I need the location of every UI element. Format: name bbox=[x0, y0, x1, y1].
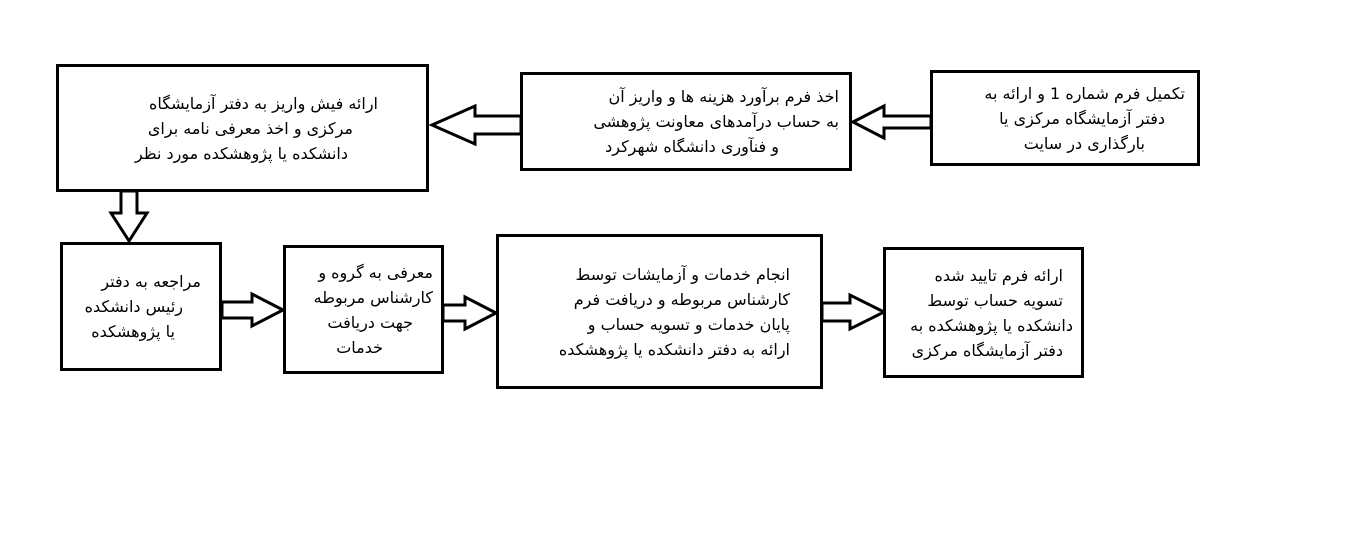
arrow-step6-to-step7 bbox=[822, 295, 884, 329]
step5-line-4: خدمات bbox=[336, 337, 383, 357]
step4-line-1: مراجعه به دفتر bbox=[101, 272, 201, 291]
step5-line-3: جهت دریافت bbox=[327, 312, 413, 332]
step2-line-3: و فنآوری دانشگاه شهرکرد bbox=[605, 137, 779, 156]
step6-line-4: ارائه به دفتر دانشکده یا پژوهشکده bbox=[558, 339, 790, 359]
step5-line-1: معرفی به گروه و bbox=[318, 262, 433, 282]
step3-line-2: مرکزی و اخذ معرفی نامه برای bbox=[147, 118, 353, 138]
step2-line-2: به حساب درآمدهای معاونت پژوهشی bbox=[593, 112, 839, 131]
step3-box bbox=[56, 64, 429, 192]
step4-box bbox=[60, 242, 222, 371]
step6-line-1: انجام خدمات و آزمایشات توسط bbox=[575, 264, 790, 284]
arrow-step2-to-step3 bbox=[432, 106, 521, 144]
step1-box bbox=[930, 70, 1200, 166]
step7-line-2: تسویه حساب توسط bbox=[927, 290, 1063, 310]
arrow-step1-to-step2 bbox=[853, 106, 931, 138]
step2-line-1: اخذ فرم برآورد هزینه ها و واریز آن bbox=[608, 87, 839, 106]
arrow-step5-to-step6 bbox=[443, 297, 496, 329]
step6-line-2: کارشناس مربوطه و دریافت فرم bbox=[573, 289, 790, 309]
step5-box bbox=[283, 245, 444, 374]
step7-box bbox=[883, 247, 1084, 378]
step1-line-1: تکمیل فرم شماره 1 و ارائه به bbox=[984, 83, 1185, 103]
step4-line-2: رئیس دانشکده bbox=[84, 297, 183, 316]
step1-line-3: بارگذاری در سایت bbox=[1023, 133, 1145, 153]
step6-box bbox=[496, 234, 823, 389]
step3-line-3: دانشکده یا پژوهشکده مورد نظر bbox=[134, 143, 348, 163]
step5-line-2: کارشناس مربوطه bbox=[313, 287, 433, 307]
step3-line-1: ارائه فیش واریز به دفتر آزمایشگاه bbox=[148, 93, 378, 113]
step7-line-4: دفتر آزمایشگاه مرکزی bbox=[911, 340, 1063, 360]
step1-line-2: دفتر آزمایشگاه مرکزی یا bbox=[999, 108, 1165, 128]
step7-line-1: ارائه فرم تایید شده bbox=[934, 265, 1063, 285]
step7-line-3: دانشکده یا پژوهشکده به bbox=[910, 315, 1073, 335]
step4-line-3: یا پژوهشکده bbox=[91, 322, 175, 341]
step2-box bbox=[520, 72, 852, 171]
arrow-step4-to-step5 bbox=[222, 294, 283, 326]
step6-line-3: پایان خدمات و تسویه حساب و bbox=[587, 314, 790, 334]
arrow-step3-to-step4 bbox=[111, 191, 147, 241]
